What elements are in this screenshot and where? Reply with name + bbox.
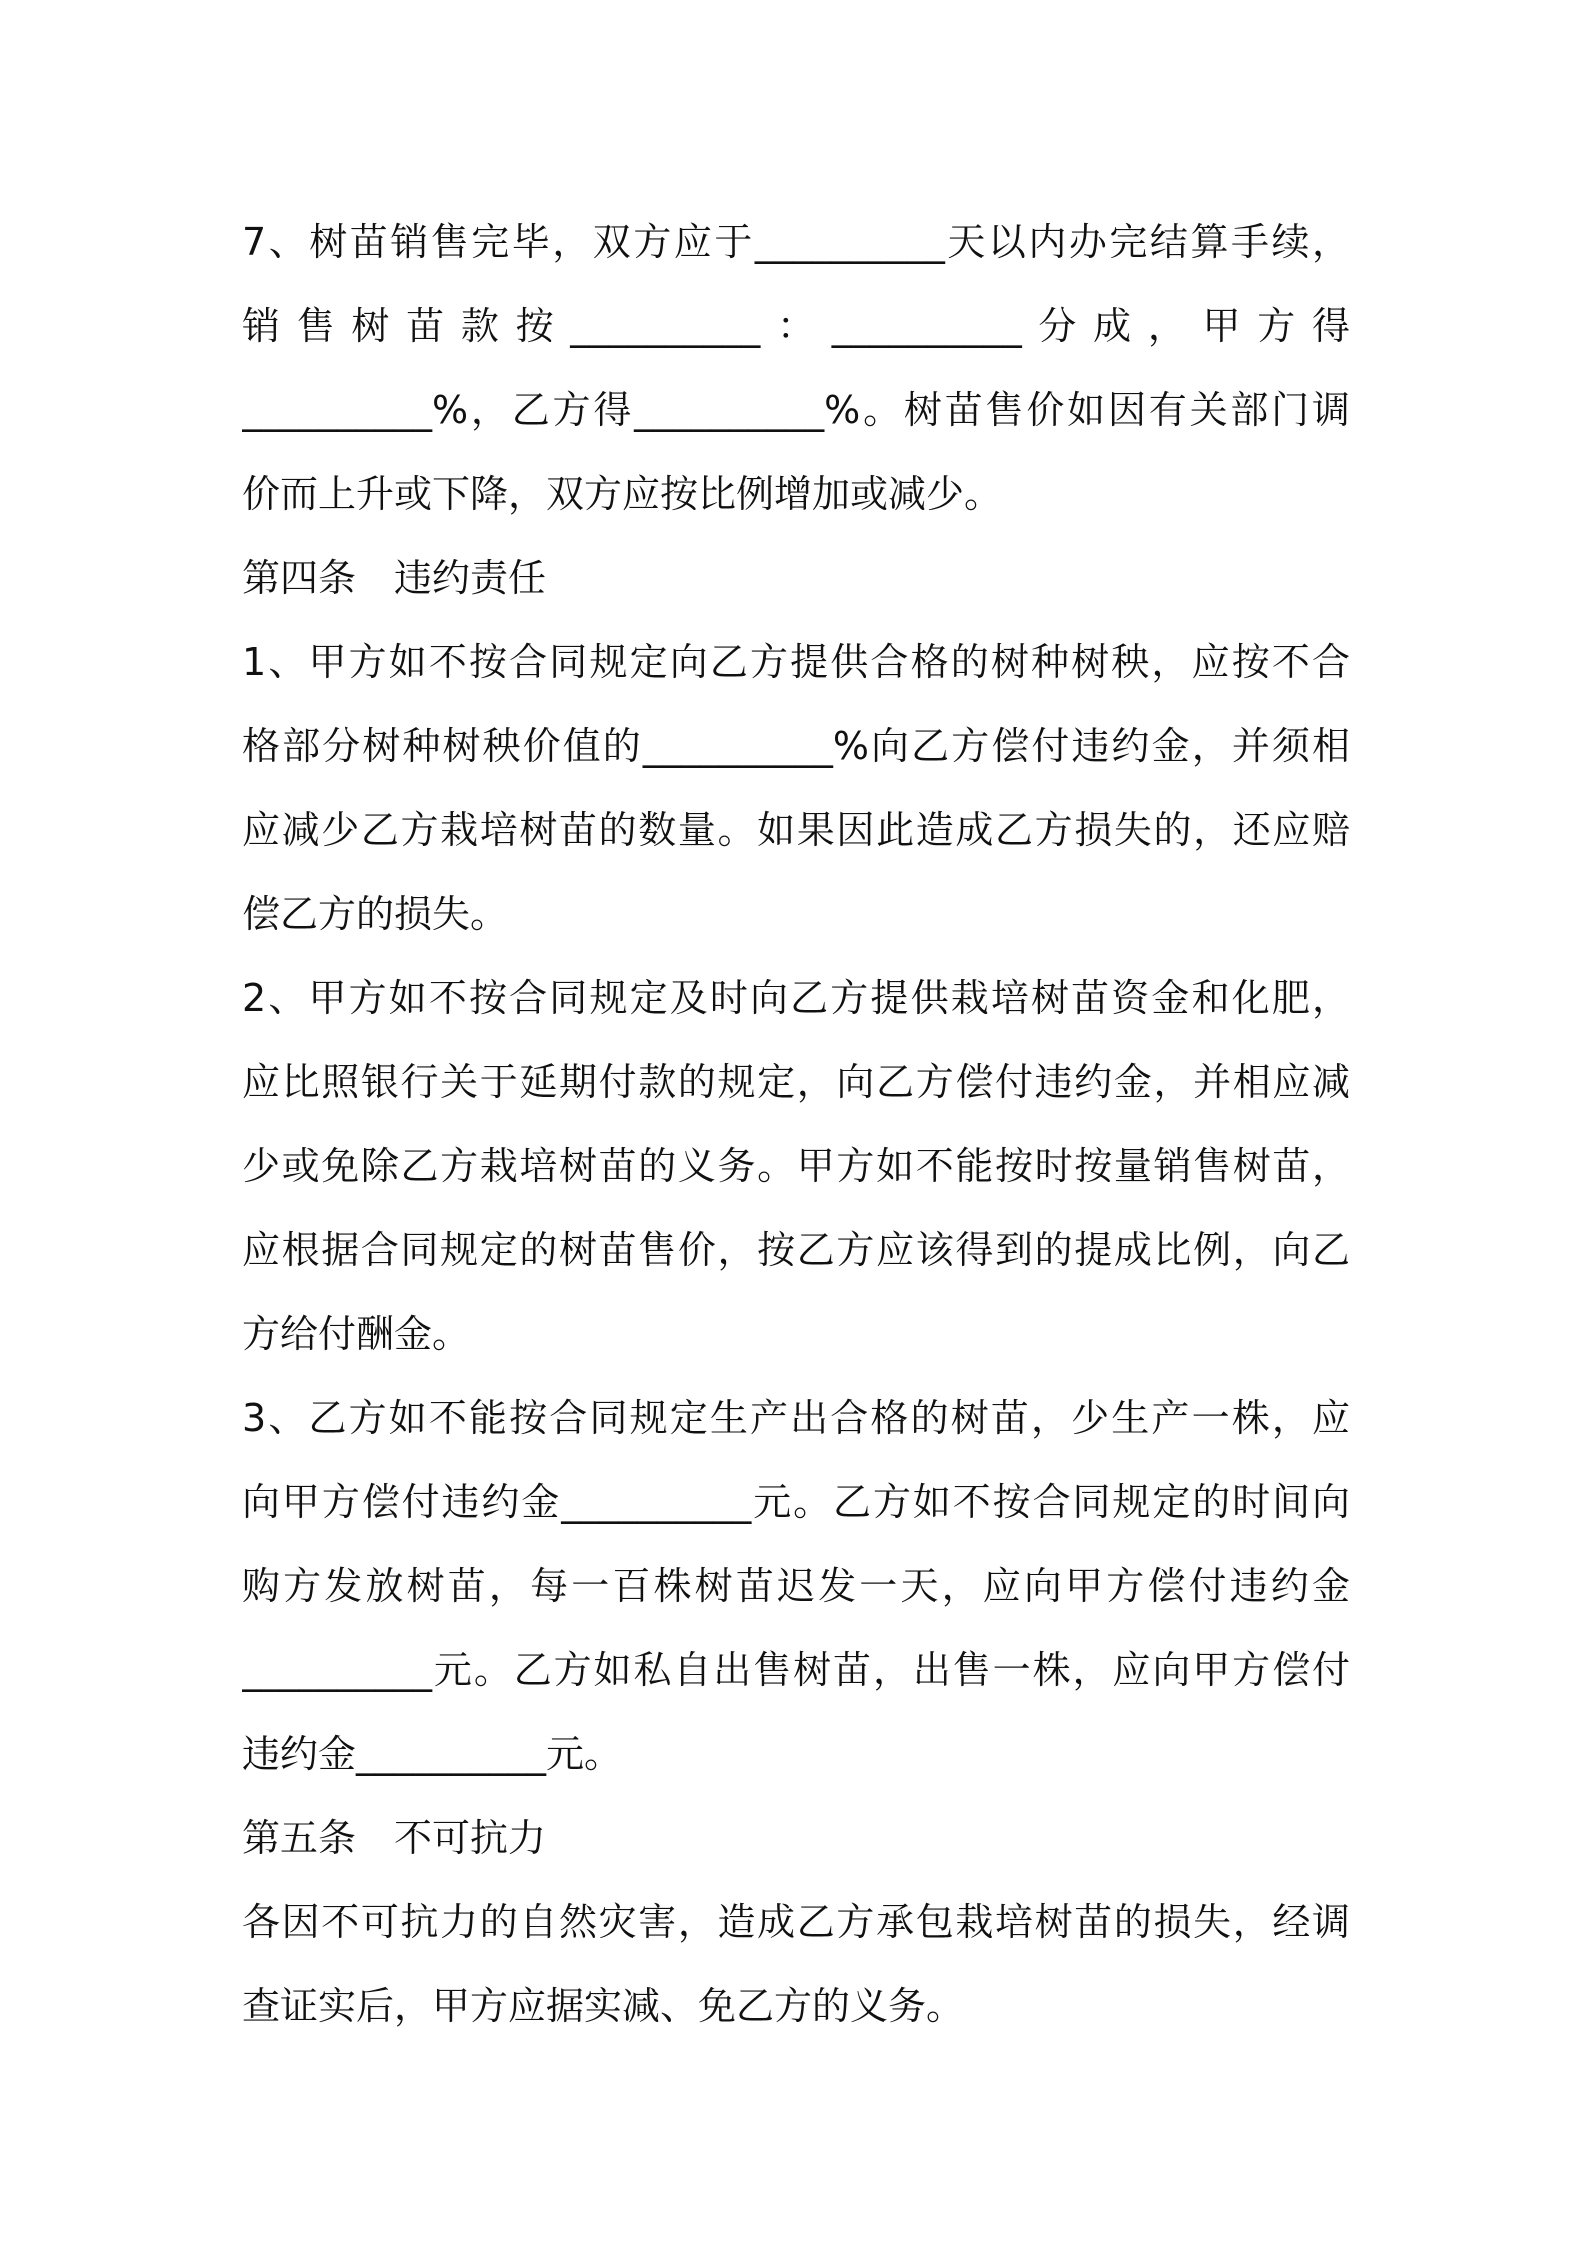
- text-line: 销售树苗款按__________：__________分成，甲方得: [242, 304, 1350, 348]
- text-line: 各因不可抗力的自然灾害，造成乙方承包栽培树苗的损失，经调: [242, 1900, 1350, 1944]
- text-line: 违约金__________元。: [242, 1732, 623, 1776]
- text-line: 应减少乙方栽培树苗的数量。如果因此造成乙方损失的，还应赔: [242, 808, 1350, 852]
- text-line: 偿乙方的损失。: [242, 892, 509, 936]
- text-line: 7、树苗销售完毕，双方应于__________天以内办完结算手续，: [242, 220, 1350, 264]
- text-line: __________%，乙方得__________%。树苗售价如因有关部门调: [242, 388, 1350, 432]
- text-line: 购方发放树苗，每一百株树苗迟发一天，应向甲方偿付违约金: [242, 1564, 1350, 1608]
- text-line: 2、甲方如不按合同规定及时向乙方提供栽培树苗资金和化肥，: [242, 976, 1350, 1020]
- text-line: 应比照银行关于延期付款的规定，向乙方偿付违约金，并相应减: [242, 1060, 1350, 1104]
- text-line: __________元。乙方如私自出售树苗，出售一株，应向甲方偿付: [242, 1648, 1350, 1692]
- text-line: 向甲方偿付违约金__________元。乙方如不按合同规定的时间向: [242, 1480, 1350, 1524]
- text-line: 方给付酬金。: [242, 1312, 471, 1356]
- text-line: 1、甲方如不按合同规定向乙方提供合格的树种树秧，应按不合: [242, 640, 1350, 684]
- text-line: 格部分树种树秧价值的__________%向乙方偿付违约金，并须相: [242, 724, 1350, 768]
- text-line: 少或免除乙方栽培树苗的义务。甲方如不能按时按量销售树苗，: [242, 1144, 1350, 1188]
- text-line: 价而上升或下降，双方应按比例增加或减少。: [242, 472, 1003, 516]
- text-line: 查证实后，甲方应据实减、免乙方的义务。: [242, 1984, 965, 2028]
- contract-text: [242, 200, 1350, 2048]
- text-line: 应根据合同规定的树苗售价，按乙方应该得到的提成比例，向乙: [242, 1228, 1350, 1272]
- section-heading: 第五条 不可抗力: [242, 1816, 547, 1860]
- section-heading: 第四条 违约责任: [242, 556, 547, 600]
- text-line: 3、乙方如不能按合同规定生产出合格的树苗，少生产一株，应: [242, 1396, 1350, 1440]
